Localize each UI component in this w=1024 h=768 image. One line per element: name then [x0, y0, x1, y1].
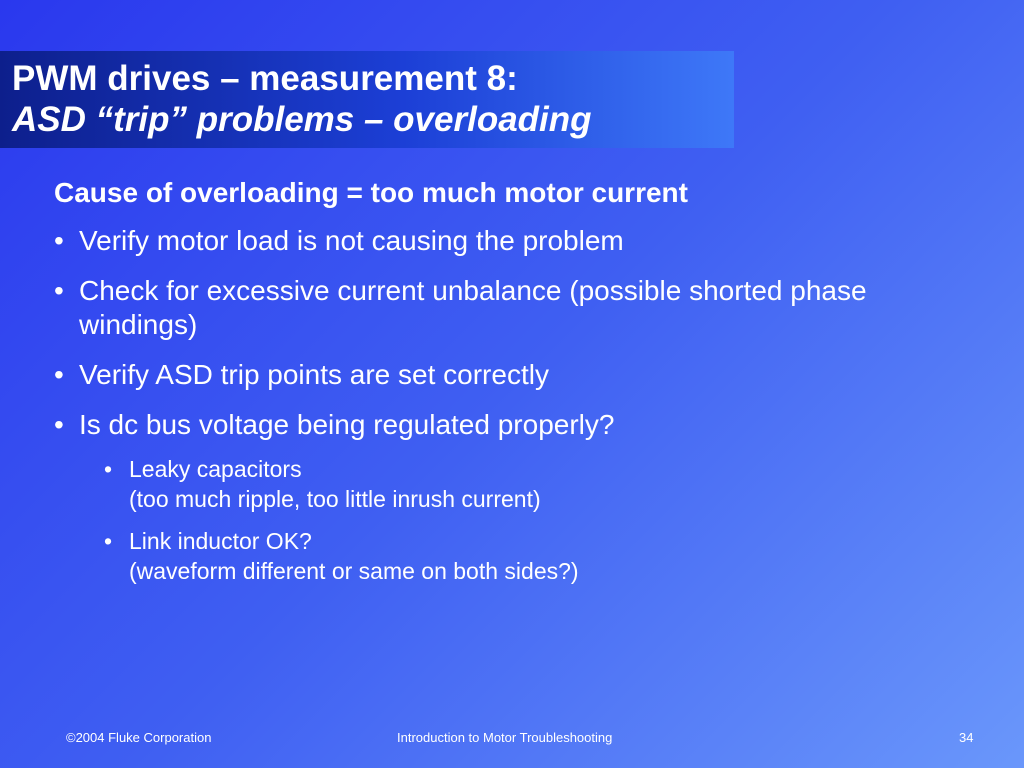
- bullet-text: Is dc bus voltage being regulated properly?: [79, 409, 615, 440]
- bullet-dot: •: [54, 409, 64, 440]
- bullet-dot: •: [54, 275, 64, 306]
- bullet-item: [54, 224, 974, 258]
- sub-bullet-dot: •: [104, 528, 113, 554]
- footer-course-title: Introduction to Motor Troubleshooting: [397, 730, 613, 745]
- slide-title-bar: [0, 51, 734, 148]
- bullet-item: [54, 274, 974, 342]
- footer-copyright: ©2004 Fluke Corporation: [66, 730, 212, 745]
- sub-bullet-item: [104, 526, 974, 586]
- slide-body: [54, 176, 974, 598]
- bullet-dot: •: [54, 225, 64, 256]
- bullet-item: [54, 408, 974, 442]
- slide-title: PWM drives – measurement 8:: [12, 59, 518, 98]
- bullet-item: [54, 358, 974, 392]
- sub-bullet-text: Link inductor OK?: [129, 528, 312, 554]
- bullet-text: Verify motor load is not causing the problem: [79, 225, 624, 256]
- section-heading: Cause of overloading = too much motor current: [54, 177, 688, 208]
- sub-bullet-detail: (too much ripple, too little inrush current): [129, 486, 541, 512]
- sub-bullet-text: Leaky capacitors: [129, 456, 302, 482]
- sub-bullet-item: [104, 454, 974, 514]
- slide-subtitle: ASD “trip” problems – overloading: [12, 100, 592, 139]
- sub-bullet-dot: •: [104, 456, 113, 482]
- sub-bullet-list: [104, 454, 974, 586]
- bullet-text: Check for excessive current unbalance (possible shorted phase windings): [79, 275, 867, 340]
- sub-bullet-detail: (waveform different or same on both sides?): [129, 558, 579, 584]
- bullet-dot: •: [54, 359, 64, 390]
- bullet-text: Verify ASD trip points are set correctly: [79, 359, 549, 390]
- footer-page-number: 34: [959, 730, 974, 745]
